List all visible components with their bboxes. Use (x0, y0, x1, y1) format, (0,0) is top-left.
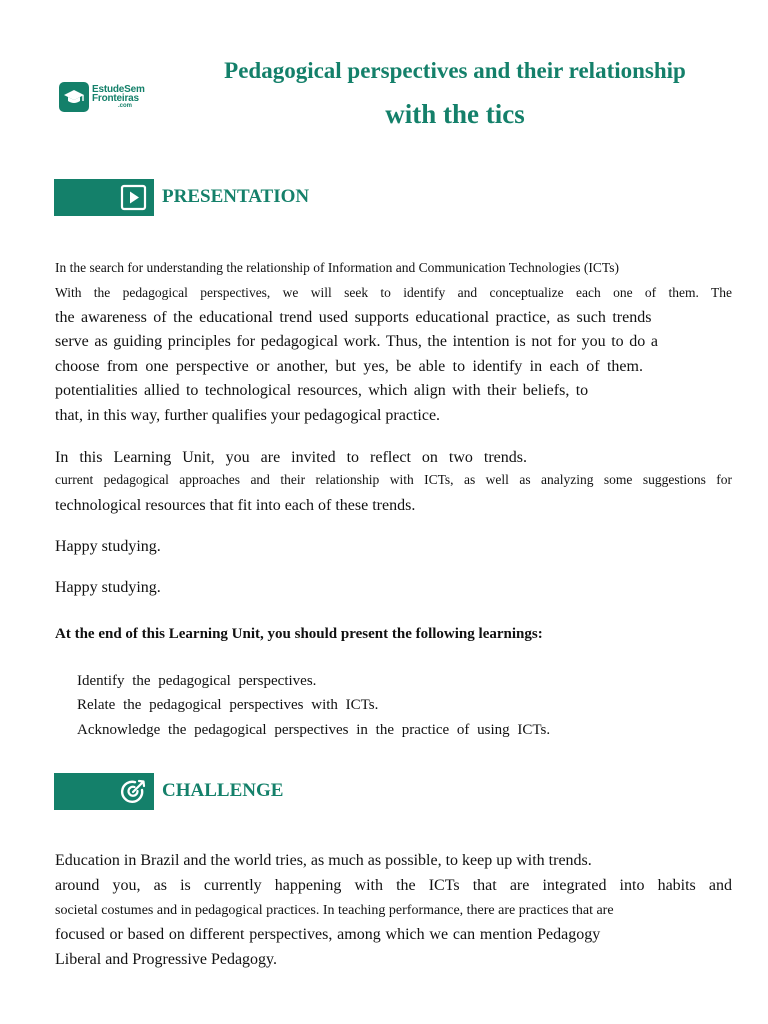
happy-studying-text: Happy studying. (55, 538, 161, 555)
page-title-line1: Pedagogical perspectives and their relationship (224, 58, 686, 83)
presentation-p1-line: the awareness of the educational trend used supports educational practice, as such trends (55, 309, 652, 326)
challenge-section-bar (54, 773, 154, 810)
presentation-section-bar (54, 179, 154, 216)
presentation-p1-line: potentialities allied to technological resources, which align with their beliefs, to (55, 382, 589, 399)
challenge-line: around you, as is currently happening with the ICTs that are integrated into habits and (55, 877, 732, 894)
presentation-p2-line: technological resources that fit into each of these trends. (55, 497, 416, 514)
logo-wordmark (92, 85, 145, 109)
challenge-heading: CHALLENGE (162, 780, 284, 801)
brand-logo (59, 82, 145, 112)
graduation-cap-icon (59, 82, 89, 112)
learning-item: Acknowledge the pedagogical perspectives in the practice of using ICTs. (77, 722, 551, 738)
logo-line2: Fronteiras (92, 93, 139, 104)
challenge-line: Education in Brazil and the world tries, as much as possible, to keep up with trends. (55, 852, 592, 869)
presentation-heading: PRESENTATION (162, 186, 310, 207)
target-icon (119, 777, 148, 806)
page-title-line2: with the tics (385, 99, 525, 129)
presentation-p1-line: In the search for understanding the relationship of Information and Communication Technologies (ICTs) (55, 260, 619, 275)
presentation-p1-line: serve as guiding principles for pedagogical work. Thus, the intention is not for you to do a (55, 333, 658, 350)
presentation-p2-line: current pedagogical approaches and their relationship with ICTs, as well as analyzing some suggestions for (55, 472, 732, 487)
challenge-line: Liberal and Progressive Pedagogy. (55, 951, 278, 968)
play-icon (119, 183, 148, 212)
presentation-p1-line: choose from one perspective or another, but yes, be able to identify in each of them. (55, 358, 643, 375)
challenge-line: societal costumes and in pedagogical practices. In teaching performance, there are practices that are (55, 903, 614, 918)
presentation-p1-line: that, in this way, further qualifies your pedagogical practice. (55, 407, 441, 424)
logo-line1: EstudeSem (92, 84, 145, 95)
presentation-p2-line: In this Learning Unit, you are invited to reflect on two trends. (55, 449, 528, 466)
happy-studying-text: Happy studying. (55, 579, 161, 596)
presentation-p1-line: With the pedagogical perspectives, we will seek to identify and conceptualize each one of them. The (55, 285, 732, 300)
learning-item: Relate the pedagogical perspectives with ICTs. (77, 697, 379, 713)
learnings-heading: At the end of this Learning Unit, you should present the following learnings: (55, 626, 543, 642)
learning-item: Identify the pedagogical perspectives. (77, 673, 317, 689)
logo-line3: .com (118, 103, 133, 109)
challenge-line: focused or based on different perspectives, among which we can mention Pedagogy (55, 926, 601, 943)
